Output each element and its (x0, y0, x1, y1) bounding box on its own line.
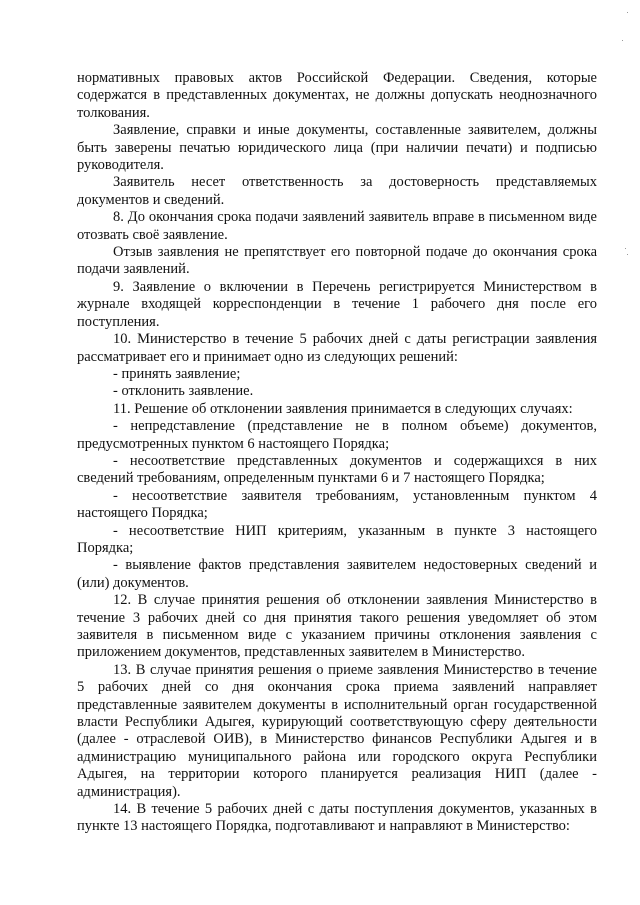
paragraph-intro-continuation: нормативных правовых актов Российской Федерации. Сведения, которые содержатся в представленных документах, не должны допускать неоднозначного толкования. (77, 70, 597, 121)
list-item-accept: - принять заявление; (113, 365, 241, 382)
paragraph-item-9: 9. Заявление о включении в Перечень регистрируется Министерством в журнале входящей корреспонденции в течение 1 рабочего дня после его поступления. (77, 278, 597, 330)
paragraph-item-12: 12. В случае принятия решения об отклонении заявления Министерство в течение 3 рабочих дней со дня принятия такого решения уведомляет об этом заявителя в письменном виде с указанием причины отклонения заявления с приложением документов, представленных заявителем в Министерство. (77, 592, 597, 661)
list-item-11-criteria-mismatch: - несоответствие НИП критериям, указанным в пункте 3 настоящего Порядка; (77, 522, 597, 556)
paragraph-item-13: 13. В случае принятия решения о приеме заявления Министерство в течение 5 рабочих дней со дня окончания срока приема заявлений направляет представленные заявителем документы в исполнительный орган государственной власти Республики Адыгея, курирующий соответствующую сферу деятельности (далее - отраслевой ОИВ), в Министерство финансов Республики Адыгея и в администрацию муниципального района или городского округа Республики Адыгея, на территории которого планируется реализация НИП (далее - администрация). (77, 661, 597, 800)
list-item-11-false-info: - выявление фактов представления заявителем недостоверных сведений и (или) документов. (77, 557, 597, 591)
paragraph-item-14: 14. В течение 5 рабочих дней с даты поступления документов, указанных в пункте 13 настоящего Порядка, подготавливают и направляют в Министерство: (77, 801, 597, 835)
paragraph-item-8-recall: Отзыв заявления не препятствует его повторной подаче до окончания срока подачи заявлений. (77, 244, 597, 278)
list-item-11-docs-mismatch: - несоответствие представленных документов и содержащихся в них сведений требованиям, определенным пунктами 6 и 7 настоящего Порядка; (77, 452, 597, 487)
paragraph-responsibility: Заявитель несет ответственность за достоверность представляемых документов и сведений. (77, 174, 597, 208)
scan-speck (625, 248, 626, 249)
list-item-11-applicant-mismatch: - несоответствие заявителя требованиям, установленным пунктом 4 настоящего Порядка; (77, 487, 597, 522)
scan-speck (622, 40, 623, 41)
scan-speck (627, 12, 628, 13)
list-item-reject: - отклонить заявление. (113, 383, 254, 400)
paragraph-certification: Заявление, справки и иные документы, составленные заявителем, должны быть заверены печатью юридического лица (при наличии печати) и подписью руководителя. (77, 122, 597, 174)
paragraph-item-10: 10. Министерство в течение 5 рабочих дней с даты регистрации заявления рассматривает его и принимает одно из следующих решений: (77, 331, 597, 365)
document-body (77, 70, 597, 836)
scan-speck (627, 254, 628, 255)
paragraph-item-11: 11. Решение об отклонении заявления принимается в следующих случаях: (113, 400, 573, 417)
paragraph-item-8: 8. До окончания срока подачи заявлений заявитель вправе в письменном виде отозвать своё заявление. (77, 209, 597, 243)
list-item-11-missing-docs: - непредставление (представление не в полном объеме) документов, предусмотренных пунктом 6 настоящего Порядка; (77, 418, 597, 452)
